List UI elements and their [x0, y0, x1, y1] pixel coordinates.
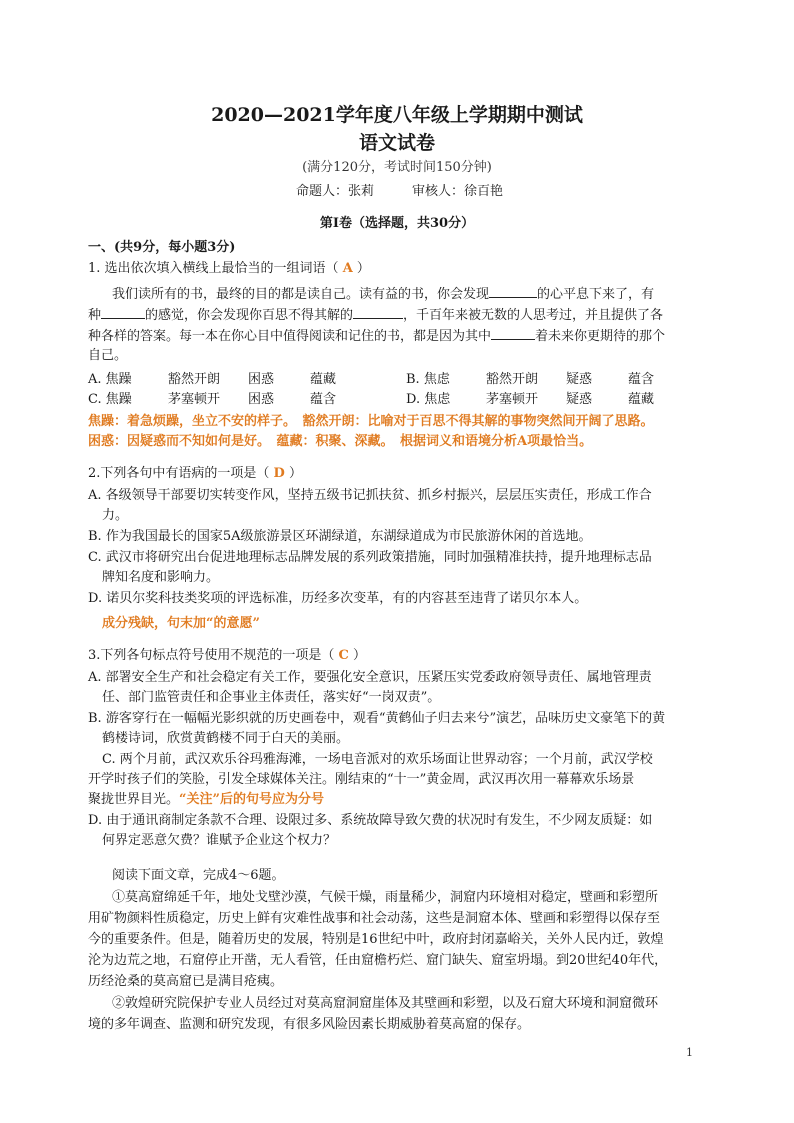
q1-text: 种: [88, 308, 102, 323]
author: 命题人：张莉: [296, 184, 375, 199]
reading-paragraph-line: 沦为边荒之地，石窟停止开凿，无人看管，任由窟檐朽烂、窟门缺失、窟室坍塌。到20世纪40年代，: [88, 953, 668, 968]
q1-stem-text: 1. 选出依次填入横线上最恰当的一组词语（: [88, 261, 339, 276]
q3-option-b[interactable]: B. 游客穿行在一幅幅光影织就的历史画卷中，观看“黄鹤仙子归去来兮”演艺，品味历史文豪笔下的黄: [88, 711, 666, 726]
q3-option-d-cont: 何界定恶意欠费？谁赋予企业这个权力？: [102, 833, 337, 848]
q1-stem-close: ）: [356, 261, 370, 276]
q2-stem-close: ）: [288, 466, 302, 481]
q1-answer: A: [342, 261, 353, 276]
q2-option-c-cont: 牌知名度和影响力。: [102, 570, 220, 585]
part-heading: 一、(共9分，每小题3分): [88, 240, 236, 255]
q3-stem-text: 3.下列各句标点符号使用不规范的一项是（: [88, 648, 335, 663]
q3-stem: [88, 646, 366, 666]
q2-option-d[interactable]: D. 诺贝尔奖科技类奖项的评选标准，历经多次变革，有的内容甚至违背了诺贝尔本人。: [88, 591, 588, 606]
fill-blank[interactable]: [353, 304, 403, 319]
q2-stem-text: 2.下列各句中有语病的一项是（: [88, 466, 270, 481]
q3-option-a-cont: 任、部门监管责任和企事业主体责任，落实好“一岗双责”。: [102, 690, 441, 705]
reading-paragraph-line: ②敦煌研究院保护专业人员经过对莫高窟洞窟崖体及其壁画和彩塑，以及石窟大环境和洞窟微环: [112, 996, 659, 1011]
option-word: 茅塞顿开: [168, 392, 221, 407]
q1-option-d[interactable]: D. 焦虑: [406, 392, 451, 407]
q1-option-row: [88, 388, 708, 408]
q1-passage-line: [112, 283, 654, 305]
option-word: 茅塞顿开: [486, 392, 539, 407]
reading-paragraph-line: 历经沧桑的莫高窟已是满目疮痍。: [88, 974, 284, 989]
q3-explanation: “关注”后的句号应为分号: [179, 792, 324, 807]
q1-text: 着未来你更期待的那个: [535, 329, 666, 344]
reading-paragraph-line: 用矿物颜料性质稳定，历史上鲜有灾难性战事和社会动荡，这些是洞窟本体、壁画和彩塑得以保存至: [88, 911, 661, 926]
q3-option-d[interactable]: D. 由于通讯商制定条款不合理、设限过多、系统故障导致欠费的状况时有发生，不少网友质疑：如: [88, 813, 653, 828]
q3-option-c-cont: [88, 790, 324, 810]
q1-option-a[interactable]: A. 焦躁: [88, 372, 132, 387]
exam-subtitle: 语文试卷: [358, 132, 435, 154]
q1-stem: [88, 259, 370, 279]
fill-blank[interactable]: [101, 304, 145, 319]
q2-option-a[interactable]: A. 各级领导干部要切实转变作风，坚持五级书记抓扶贫、抓乡村振兴，层层压实责任，形成工作合: [88, 488, 652, 503]
q1-option-b[interactable]: B. 焦虑: [406, 372, 450, 387]
q3-option-b-cont: 鹤楼诗词，欣赏黄鹤楼不同于白天的美丽。: [102, 731, 350, 746]
q1-text: 种各样的答案。每一本在你心目中值得阅读和记住的书，都是因为其中: [88, 329, 492, 344]
fill-blank[interactable]: [491, 325, 535, 340]
option-word: 疑惑: [566, 392, 593, 407]
option-word: 蕴含: [628, 372, 655, 387]
reading-paragraph-line: 境的多年调查、监测和研究发现，有很多风险因素长期威胁着莫高窟的保存。: [88, 1017, 531, 1032]
q2-option-b[interactable]: B. 作为我国最长的国家5A级旅游景区环湖绿道，东湖绿道成为市民旅游休闲的首选地。: [88, 529, 592, 544]
q1-text: 的心平息下来了，有: [537, 287, 655, 302]
option-word: 蕴含: [310, 392, 337, 407]
option-word: 蕴藏: [310, 372, 337, 387]
q1-explanation: 困惑：因疑惑而不知如何是好。 蕴藏：积聚、深藏。 根据词义和语境分析A项最恰当。: [88, 434, 593, 449]
q1-option-c[interactable]: C. 焦躁: [88, 392, 132, 407]
option-word: 豁然开朗: [168, 372, 221, 387]
q3-option-c[interactable]: C. 两个月前，武汉欢乐谷玛雅海滩，一场电音派对的欢乐场面让世界动容；一个月前，武汉学校: [102, 752, 653, 767]
q1-text: 我们读所有的书，最终的目的都是读自己。读有益的书，你会发现: [112, 287, 490, 302]
q1-text: 的感觉，你会发现你百思不得其解的: [145, 308, 354, 323]
q2-explanation: 成分残缺，句末加“的意愿”: [102, 616, 260, 631]
q3-answer: C: [338, 648, 349, 663]
q1-passage-line: [88, 304, 663, 326]
reviewer: 审核人：徐百艳: [412, 184, 504, 199]
q3-option-a[interactable]: A. 部署安全生产和社会稳定有关工作，要强化安全意识，压紧压实党委政府领导责任、属地管理责: [88, 670, 652, 685]
option-word: 蕴藏: [628, 392, 655, 407]
page-number: 1: [686, 1046, 693, 1059]
exam-meta: (满分120分，考试时间150分钟): [302, 160, 492, 175]
reading-paragraph-line: ①莫高窟绵延千年，地处戈壁沙漠，气候干燥，雨量稀少，洞窟内环境相对稳定，壁画和彩塑所: [112, 890, 659, 905]
q2-answer: D: [273, 466, 285, 481]
section-heading: 第I卷（选择题，共30分）: [319, 216, 475, 231]
q2-option-a-cont: 力。: [102, 508, 129, 523]
option-word: 困惑: [248, 372, 275, 387]
reading-intro: 阅读下面文章，完成4～6题。: [112, 868, 285, 883]
q1-passage-line: [88, 325, 665, 347]
q1-text: ，千百年来被无数的人思考过，并且提供了各: [403, 308, 664, 323]
q1-option-row: [88, 368, 708, 388]
option-word: 疑惑: [566, 372, 593, 387]
option-word: 豁然开朗: [486, 372, 539, 387]
q3-stem-close: ）: [353, 648, 367, 663]
exam-title: 2020—2021学年度八年级上学期期中测试: [211, 104, 583, 126]
q3-text: 聚拢世界目光。: [88, 792, 180, 807]
q1-explanation: 焦躁：着急烦躁，坐立不安的样子。 豁然开朗：比喻对于百思不得其解的事物突然间开阔了思路。: [88, 414, 654, 429]
q2-stem: [88, 464, 302, 484]
reading-paragraph-line: 今的重要条件。但是，随着历史的发展，特别是16世纪中叶，政府封闭嘉峪关，关外人民内迁，敦煌: [88, 932, 664, 947]
option-word: 困惑: [248, 392, 275, 407]
q2-option-c[interactable]: C. 武汉市将研究出台促进地理标志品牌发展的系列政策措施，同时加强精准扶持，提升地理标志品: [88, 550, 652, 565]
fill-blank[interactable]: [489, 283, 537, 298]
q1-passage-line: 自己。: [88, 348, 128, 363]
q3-option-c-cont: 开学时孩子们的笑脸，引发全球媒体关注。刚结束的“十一”黄金周，武汉再次用一幕幕欢乐场景: [88, 772, 635, 787]
